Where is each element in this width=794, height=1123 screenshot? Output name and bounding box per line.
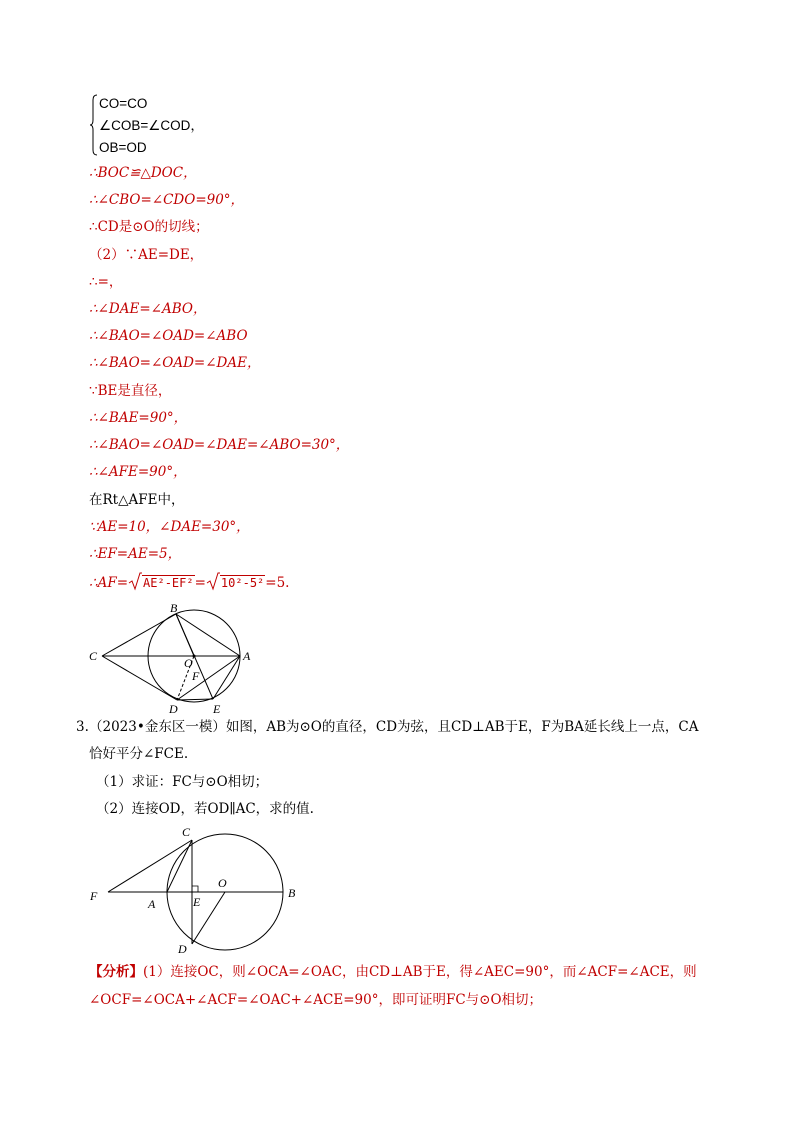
analysis-text-1: (1）连接OC，则∠OCA=∠OAC，由CD⊥AB于E，得∠AEC=90°，而∠ACF=∠ACE，则 [143, 964, 697, 980]
fig1-label-C: C [89, 649, 98, 663]
figure-1 [86, 600, 256, 715]
analysis-line-2: ∠OCF=∠OCA+∠ACF=∠OAC+∠ACE=90°，即可证明FC与⊙O相切； [89, 992, 543, 1008]
fig1-label-A: A [243, 649, 251, 663]
sqrt-2 [206, 572, 265, 593]
question-part-1: （1）求证：FC与⊙O相切； [96, 774, 269, 790]
fig2-label-C: C [182, 825, 191, 839]
sqrt-2-body: 10²-5² [220, 576, 265, 590]
step-6: ∴∠DAE=∠ABO， [89, 301, 207, 317]
step-7: ∴∠BAO=∠OAD=∠ABO [89, 328, 248, 344]
fig2-label-F: F [90, 889, 98, 903]
fig2-label-A: A [148, 897, 156, 911]
fig2-label-B: B [288, 886, 296, 900]
figure-2 [86, 822, 306, 957]
step-13: 在Rt△AFE中， [89, 492, 185, 508]
analysis-line-1 [89, 960, 697, 984]
step-10: ∴∠BAE=90°， [89, 410, 188, 426]
step-1: ∴BOC≌△DOC， [89, 165, 197, 181]
fig1-label-B: B [170, 601, 178, 615]
step-11: ∴∠BAO=∠OAD=∠DAE=∠ABO=30°， [89, 437, 350, 453]
fig2-right-angle [192, 886, 198, 892]
step-12: ∴∠AFE=90°， [89, 464, 187, 480]
step-5: ∴=， [89, 274, 123, 290]
step-14: ∵AE=10，∠DAE=30°， [89, 519, 250, 535]
analysis-tag: 【分析】 [89, 964, 143, 980]
fig1-line-AE [213, 656, 240, 699]
system-brace [90, 94, 98, 156]
system-row-3: OB=OD [99, 140, 147, 155]
step-2: ∴∠CBO=∠CDO=90°， [89, 192, 245, 208]
system-row-1: CO=CO [99, 96, 148, 111]
final-equation [89, 572, 289, 593]
step-3: ∴CD是⊙O的切线； [89, 219, 209, 235]
step-15: ∴EF=AE=5， [89, 546, 182, 562]
fig2-label-O: O [218, 876, 227, 890]
final-suffix: =5. [265, 575, 290, 591]
step-8: ∴∠BAO=∠OAD=∠DAE， [89, 355, 261, 371]
fig1-line-CD [102, 656, 177, 700]
fig1-line-CB [102, 614, 176, 656]
fig1-label-D: D [169, 702, 178, 715]
fig1-label-F: F [192, 669, 200, 683]
step-4: （2）∵AE=DE， [89, 247, 204, 263]
question-number: 3. [76, 719, 89, 735]
radical-sign-2 [206, 572, 220, 592]
radical-sign-1 [128, 572, 142, 592]
sqrt-1-body: AE²-EF² [143, 576, 194, 590]
fig2-label-E: E [193, 895, 201, 909]
fig1-label-E: E [213, 702, 221, 715]
fig2-label-D: D [178, 942, 187, 956]
question-line-2: 恰好平分∠FCE. [89, 746, 189, 762]
final-eq: = [194, 575, 206, 591]
system-row-2: ∠COB=∠COD， [99, 118, 204, 133]
question-part-2: （2）连接OD，若OD∥AC，求的值. [96, 801, 314, 817]
question-line-1: （2023•金东区一模）如图，AB为⊙O的直径，CD为弦，且CD⊥AB于E，F为BA延长线上一点，CA [89, 719, 699, 735]
final-prefix: ∴AF= [89, 575, 129, 591]
fig1-center [193, 655, 196, 658]
step-9: ∵BE是直径， [89, 383, 172, 399]
sqrt-1 [128, 572, 195, 593]
fig1-label-O: O [184, 656, 193, 670]
